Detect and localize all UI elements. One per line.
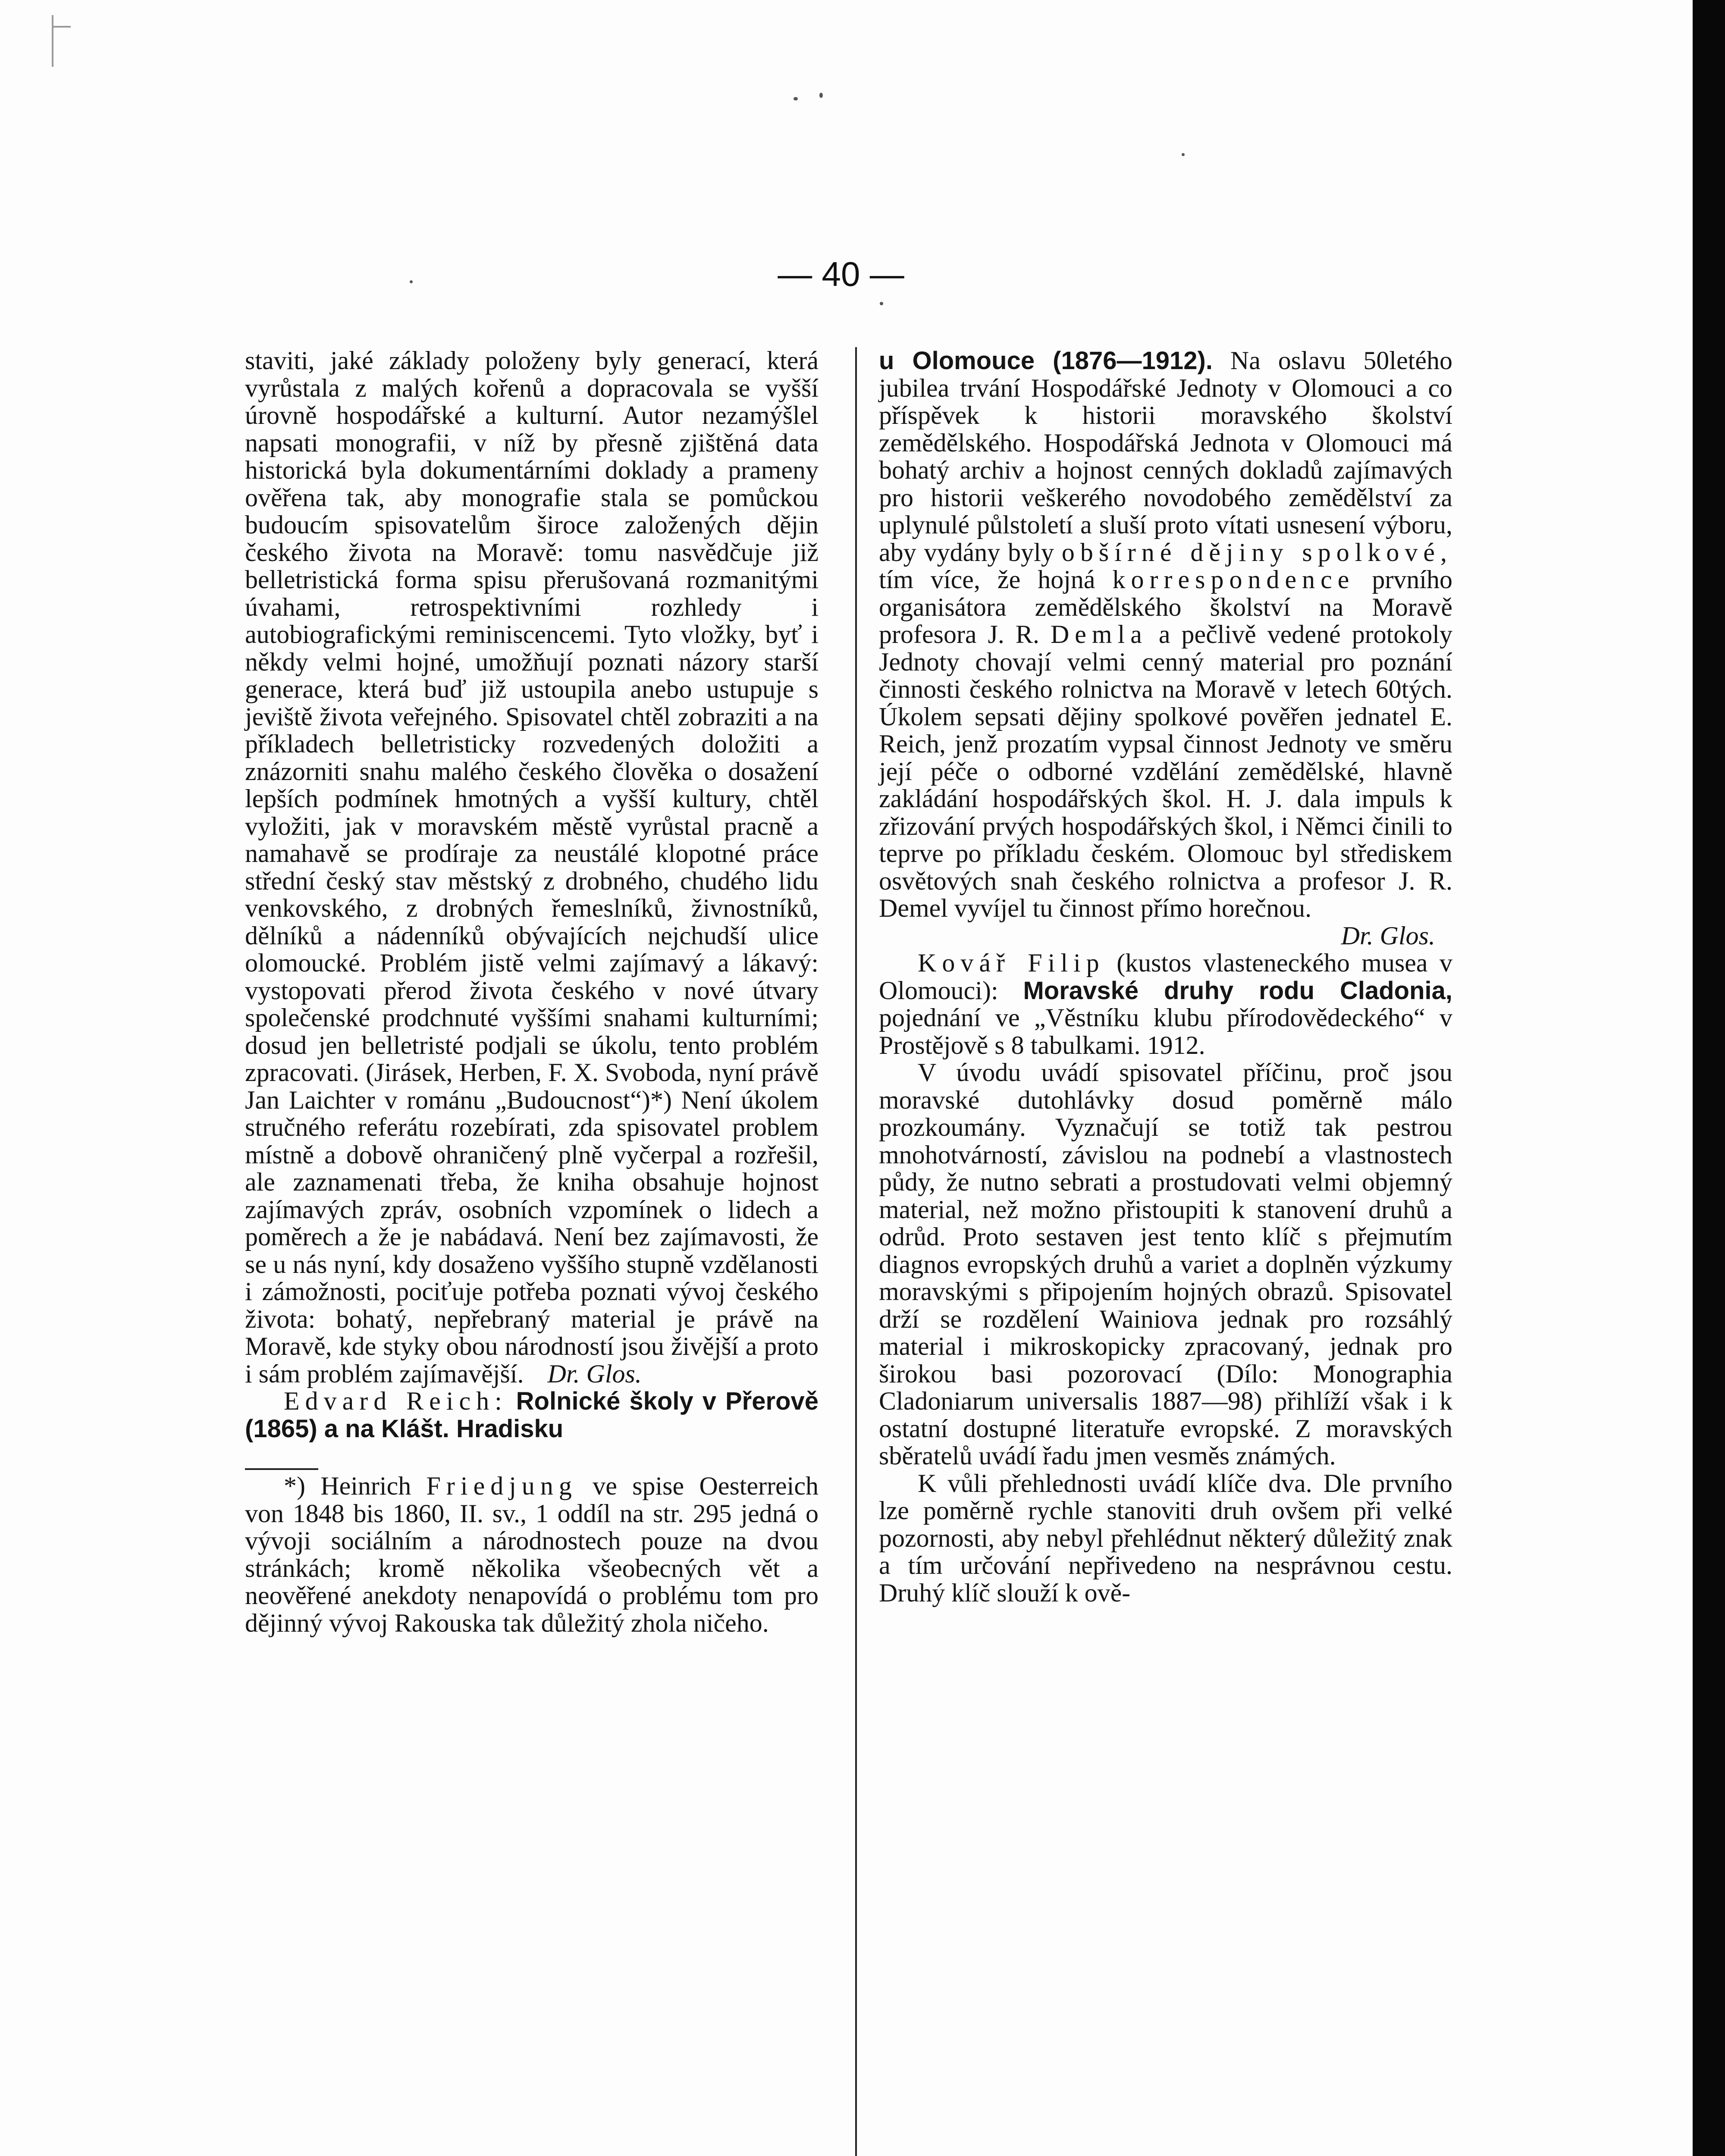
- scan-speck: [410, 280, 413, 283]
- scan-speck: [794, 97, 798, 100]
- left-column: [245, 347, 819, 1637]
- review-signature: Dr. Glos.: [547, 1359, 642, 1388]
- scan-speck: [1182, 153, 1185, 156]
- review-heading: Kovář Filip (kustos vlasteneckého musea v Olomouci): Moravské druhy rodu Cladonia, pojednání ve „Věstníku klubu přírodovědeckého“ v Prostějově s 8 tabulkami. 1912.: [879, 949, 1452, 1059]
- scan-speck: [819, 93, 823, 98]
- review-signature: Dr. Glos.: [1341, 921, 1435, 950]
- page-number: — 40 —: [778, 255, 904, 293]
- scan-mark: [53, 26, 71, 28]
- footnote: [245, 1468, 819, 1637]
- right-column: [879, 347, 1452, 1607]
- next-review-heading: Edvard Reich: Rolnické školy v Přerově (1865) a na Klášt. Hradisku: [245, 1387, 819, 1443]
- review-paragraph: V úvodu uvádí spisovatel příčinu, proč jsou moravské dutohlávky dosud poměrně málo prozkoumány. Vyznačují se totiž tak pestrou mnohotvárností, závislou na podnebí a vlastnostech půdy, že nutno sebrati a prostudovati velmi objemný material, než možno přistoupiti k stanovení druhů a odrůd. Proto sestaven jest tento klíč s přejmutím diagnos evropských druhů a variet a doplněn výzkumy moravskými s připojením hojných obrazů. Spisovatel drží se rozdělení Wainiova jednak pro rozsáhlý material i mikroskopicky zpracovaný, jednak pro širokou basi pozorovací (Dílo: Monographia Cladoniarum universalis 1887—98) přihlíží však i k ostatní dostupné literatuře evropské. Z moravských sběratelů uvádí řadu jmen vesměs známých.: [879, 1058, 1452, 1470]
- scan-mark: [52, 15, 53, 67]
- scan-speck: [880, 302, 883, 305]
- footnote-text: *) Heinrich Friedjung ve spise Oesterreich von 1848 bis 1860, II. sv., 1 oddíl na str. 295 jedná o vývoji sociálním a národnostech pouze na dvou stránkách; kromě několika všeobecných vět a neověřené anekdoty nenapovídá o problému tom pro dějinný vývoj Rakouska tak důležitý zhola ničeho.: [245, 1472, 819, 1637]
- review-paragraph: K vůli přehlednosti uvádí klíče dva. Dle prvního lze poměrně rychle stanoviti druh ovšem při velké pozornosti, aby nebyl přehlédnut některý důležitý znak a tím určování nepřivedeno na nesprávnou cestu. Druhý klíč slouží k ově-: [879, 1469, 1452, 1607]
- scan-border: [1693, 0, 1725, 2156]
- footnote-rule: [245, 1468, 318, 1470]
- review-body: staviti, jaké základy položeny byly generací, která vyrůstala z malých kořenů a dopracovala se vyšší úrovně hospodářské a kulturní. Autor nezamýšlel napsati monografii, v níž by přesně zjištěná data historická byla dokumentárními doklady a prameny ověřena tak, aby monografie stala se pomůckou budoucím spisovatelům široce založených dějin českého života na Moravě: tomu nasvědčuje již belletristická forma spisu přerušovaná rozmanitými úvahami, retrospektivními rozhledy i autobiografickými reminiscencemi. Tyto vložky, byť i někdy velmi hojné, umožňují poznati názory starší generace, která buď již ustoupila anebo ustupuje s jeviště života veřejného. Spisovatel chtěl zobraziti a na příkladech belletristicky rozvedených doložiti a znázorniti snahu malého českého člověka o dosažení lepších podmínek hmotných a vyšší kultury, chtěl vyložiti, jak v moravském městě vyrůstal pracně a namahavě se prodíraje za neustálé klopotné práce střední český stav městský z drobného, chudého lidu venkovského, z drobných řemeslníků, živnostníků, dělníků a nádenníků obývajících nejchudší ulice olomoucké. Problém jistě velmi zajímavý a lákavý: vystopovati přerod života českého v nové útvary společenské prodchnuté vyššími snahami kulturními; dosud jen belletristé podjali se úkolu, tento problém zpracovati. (Jirásek, Herben, F. X. Svoboda, nyní právě Jan Laichter v románu „Budoucnost“)*) Není úkolem stručného referátu rozebírati, zda spisovatel problem místně a dobově ohraničený plně vyčerpal a rozřešil, ale zaznamenati třeba, že kniha obsahuje hojnost zajímavých zpráv, osobních vzpomínek o lidech a poměrech a že je nabádavá. Není bez zajímavosti, že se u nás nyní, kdy dosaženo vyššího stupně vzdělanosti i zámožnosti, pociťuje potřeba poznati vývoj českého života: bohatý, nepřebraný material je právě na Moravě, kde styky obou národností jsou živější a proto i sám problém zajímavější. Dr. Glos.: [245, 346, 819, 1388]
- column-divider: [855, 347, 857, 2156]
- review-continuation: u Olomouce (1876—1912). Na oslavu 50letého jubilea trvání Hospodářské Jednoty v Olomouci a co příspěvek k historii moravského školství zemědělského. Hospodářská Jednota v Olomouci má bohatý archiv a hojnost cenných dokladů zajímavých pro historii veškerého novodobého zemědělství za uplynulé půlstoletí a sluší proto vítati usnesení výboru, aby vydány byly obšírné dějiny spolkové, tím více, že hojná korrespondence prvního organisátora zemědělského školství na Moravě profesora J. R. Demla a pečlivě vedené protokoly Jednoty chovají velmi cenný material pro poznání činnosti českého rolnictva na Moravě v letech 60tých. Úkolem sepsati dějiny spolkové pověřen jednatel E. Reich, jenž prozatím vypsal činnost Jednoty ve směru její péče o odborné vzdělání zemědělské, hlavně zakládání hospodářských škol. H. J. dala impuls k zřizování prvých hospodářských škol, i Němci činili to teprve po příkladu českém. Olomouc byl střediskem osvětových snah českého rolnictva a profesor J. R. Demel vyvíjel tu činnost přímo horečnou.: [879, 346, 1453, 922]
